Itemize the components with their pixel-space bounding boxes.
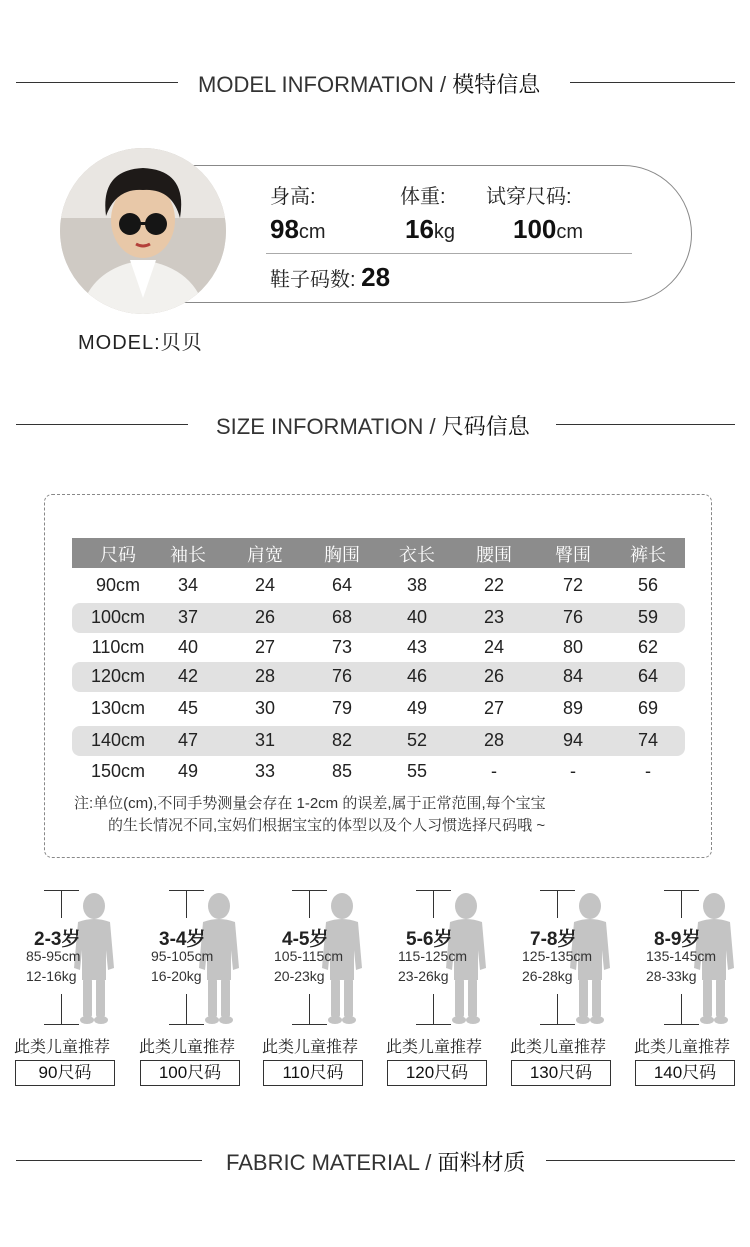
table-cell: 140cm: [90, 730, 146, 750]
table-cell: 89: [562, 698, 584, 718]
table-cell: 59: [637, 607, 659, 627]
table-cell: 69: [637, 698, 659, 718]
table-cell: 45: [177, 698, 199, 718]
model-name: MODEL:贝贝: [78, 332, 203, 354]
height-range: 125-135cm: [522, 948, 593, 964]
table-cell: 84: [562, 666, 584, 686]
table-header-cell: 尺码: [100, 545, 136, 565]
table-header-cell: 肩宽: [247, 545, 283, 565]
table-cell: 40: [406, 607, 428, 627]
table-cell: 28: [483, 730, 505, 750]
age-size-card: [14, 890, 132, 1090]
shoe-size: [270, 262, 390, 293]
guide-rule: [557, 890, 558, 918]
height-label: 身高:: [270, 186, 316, 208]
guide-rule: [681, 890, 682, 918]
weight-range: 16-20kg: [151, 968, 202, 984]
table-cell: 64: [637, 666, 659, 686]
weight-range: 20-23kg: [274, 968, 325, 984]
table-row: [72, 662, 685, 692]
table-cell: 72: [562, 575, 584, 595]
table-row: [72, 633, 685, 663]
recommended-size-badge: 140尺码: [635, 1060, 735, 1086]
table-cell: 82: [331, 730, 353, 750]
table-cell: 130cm: [90, 698, 146, 718]
age-size-card: [139, 890, 257, 1090]
recommend-text: 此类儿童推荐: [139, 1039, 236, 1056]
table-cell: 22: [483, 575, 505, 595]
table-cell: 43: [406, 637, 428, 657]
table-cell: 23: [483, 607, 505, 627]
size-title-sep: /: [429, 414, 436, 439]
guide-rule: [292, 1024, 327, 1025]
table-row: [72, 757, 685, 787]
table-cell: 46: [406, 666, 428, 686]
model-title-cn: 模特信息: [452, 72, 541, 97]
guide-rule: [433, 994, 434, 1024]
table-cell: 62: [637, 637, 659, 657]
fabric-title-en: FABRIC MATERIAL: [226, 1150, 420, 1175]
table-cell: 90cm: [95, 575, 140, 595]
table-note-line1: 注:单位(cm),不同手势测量会存在 1-2cm 的误差,属于正常范围,每个宝宝: [74, 795, 546, 812]
height-range: 115-125cm: [398, 948, 468, 964]
table-cell: 56: [637, 575, 659, 595]
table-note-line2: 的生长情况不同,宝妈们根据宝宝的体型以及个人习惯选择尺码哦 ~: [108, 817, 546, 834]
table-cell: -: [570, 761, 576, 781]
age-range: 2-3岁: [34, 929, 81, 950]
size-unit: cm: [556, 221, 584, 243]
table-cell: 42: [177, 666, 199, 686]
table-cell: 110cm: [91, 637, 145, 657]
table-cell: 73: [331, 637, 353, 657]
table-row: [72, 726, 685, 756]
age-size-card: [262, 890, 380, 1090]
age-size-card: [386, 890, 504, 1090]
title-rule-left: [16, 1160, 202, 1161]
height-unit: cm: [298, 221, 326, 243]
table-cell: 55: [406, 761, 428, 781]
guide-rule: [186, 994, 187, 1024]
table-cell: 30: [254, 698, 276, 718]
recommended-size-badge: 100尺码: [140, 1060, 240, 1086]
table-cell: 150cm: [90, 761, 146, 781]
weight-range: 28-33kg: [646, 968, 697, 984]
table-row: [72, 571, 685, 601]
size-title-cn: 尺码信息: [441, 414, 530, 439]
guide-rule: [664, 1024, 699, 1025]
table-cell: 64: [331, 575, 353, 595]
table-cell: -: [645, 761, 651, 781]
table-header-cell: 腰围: [476, 545, 512, 565]
table-cell: 26: [254, 607, 276, 627]
table-header-cell: 胸围: [324, 545, 360, 565]
table-cell: 100cm: [90, 607, 146, 627]
table-header-cell: 袖长: [170, 545, 206, 565]
table-cell: 80: [562, 637, 584, 657]
recommended-size-badge: 120尺码: [387, 1060, 487, 1086]
table-cell: -: [491, 761, 497, 781]
height-range: 135-145cm: [646, 948, 717, 964]
guide-rule: [61, 994, 62, 1024]
height-range: 105-115cm: [274, 948, 344, 964]
age-range: 5-6岁: [406, 929, 453, 950]
size-label: 试穿尺码:: [486, 186, 572, 208]
table-header-cell: 臀围: [555, 545, 591, 565]
table-cell: 38: [406, 575, 428, 595]
guide-rule: [416, 1024, 451, 1025]
guide-rule: [557, 994, 558, 1024]
title-rule-right: [546, 1160, 735, 1161]
model-avatar: [60, 148, 226, 314]
weight-unit: kg: [433, 221, 456, 243]
table-row: [72, 603, 685, 633]
table-row: [72, 694, 685, 724]
height-number: 98: [270, 214, 299, 244]
age-size-card: [634, 890, 750, 1090]
guide-rule: [540, 1024, 575, 1025]
table-cell: 33: [254, 761, 276, 781]
recommend-text: 此类儿童推荐: [634, 1039, 731, 1056]
size-title-en: SIZE INFORMATION: [216, 414, 424, 439]
fabric-title-sep: /: [425, 1150, 432, 1175]
age-range: 7-8岁: [530, 929, 577, 950]
table-cell: 94: [562, 730, 584, 750]
table-cell: 40: [177, 637, 199, 657]
table-cell: 27: [254, 637, 276, 657]
weight-label: 体重:: [400, 186, 446, 208]
height-value: [270, 214, 326, 245]
table-cell: 47: [177, 730, 199, 750]
model-info-title: [0, 68, 750, 98]
table-cell: 52: [406, 730, 428, 750]
card-divider: [266, 253, 632, 254]
table-cell: 34: [177, 575, 199, 595]
weight-range: 12-16kg: [26, 968, 77, 984]
table-cell: 24: [483, 637, 505, 657]
fabric-title-cn: 面料材质: [437, 1150, 526, 1175]
table-cell: 76: [331, 666, 353, 686]
table-cell: 76: [562, 607, 584, 627]
age-range: 8-9岁: [654, 929, 701, 950]
weight-value: [405, 214, 455, 245]
table-header-cell: 衣长: [399, 545, 435, 565]
shoe-value: 28: [361, 262, 391, 292]
title-rule-right: [570, 82, 735, 83]
age-size-card: [510, 890, 628, 1090]
recommended-size-badge: 90尺码: [15, 1060, 115, 1086]
table-cell: 120cm: [90, 666, 146, 686]
table-cell: 49: [177, 761, 199, 781]
size-number: 100: [513, 214, 557, 244]
size-info-title: [0, 410, 750, 440]
size-table-header: [72, 538, 685, 568]
title-rule-right: [556, 424, 735, 425]
table-cell: 49: [406, 698, 428, 718]
table-cell: 68: [331, 607, 353, 627]
table-cell: 26: [483, 666, 505, 686]
shoe-label: 鞋子码数:: [270, 269, 356, 291]
recommended-size-badge: 110尺码: [263, 1060, 363, 1086]
table-cell: 85: [331, 761, 353, 781]
guide-rule: [169, 1024, 204, 1025]
recommend-text: 此类儿童推荐: [510, 1039, 607, 1056]
model-title-en: MODEL INFORMATION: [198, 72, 434, 97]
fabric-title: [0, 1146, 750, 1176]
age-range: 3-4岁: [159, 929, 206, 950]
size-value: [513, 214, 583, 245]
recommended-size-badge: 130尺码: [511, 1060, 611, 1086]
table-cell: 74: [637, 730, 659, 750]
guide-rule: [309, 890, 310, 918]
title-rule-left: [16, 82, 178, 83]
weight-number: 16: [405, 214, 434, 244]
table-cell: 24: [254, 575, 276, 595]
recommend-text: 此类儿童推荐: [386, 1039, 483, 1056]
weight-range: 23-26kg: [398, 968, 449, 984]
table-cell: 79: [331, 698, 353, 718]
recommend-text: 此类儿童推荐: [262, 1039, 359, 1056]
table-cell: 37: [177, 607, 199, 627]
title-rule-left: [16, 424, 188, 425]
table-header-cell: 裤长: [630, 545, 666, 565]
guide-rule: [61, 890, 62, 918]
recommend-text: 此类儿童推荐: [14, 1039, 111, 1056]
table-cell: 28: [254, 666, 276, 686]
guide-rule: [44, 1024, 79, 1025]
model-title-sep: /: [440, 72, 447, 97]
guide-rule: [433, 890, 434, 918]
guide-rule: [309, 994, 310, 1024]
table-cell: 27: [483, 698, 505, 718]
table-cell: 31: [254, 730, 276, 750]
height-range: 95-105cm: [151, 948, 214, 964]
weight-range: 26-28kg: [522, 968, 573, 984]
height-range: 85-95cm: [26, 948, 81, 964]
age-range: 4-5岁: [282, 929, 329, 950]
guide-rule: [186, 890, 187, 918]
guide-rule: [681, 994, 682, 1024]
